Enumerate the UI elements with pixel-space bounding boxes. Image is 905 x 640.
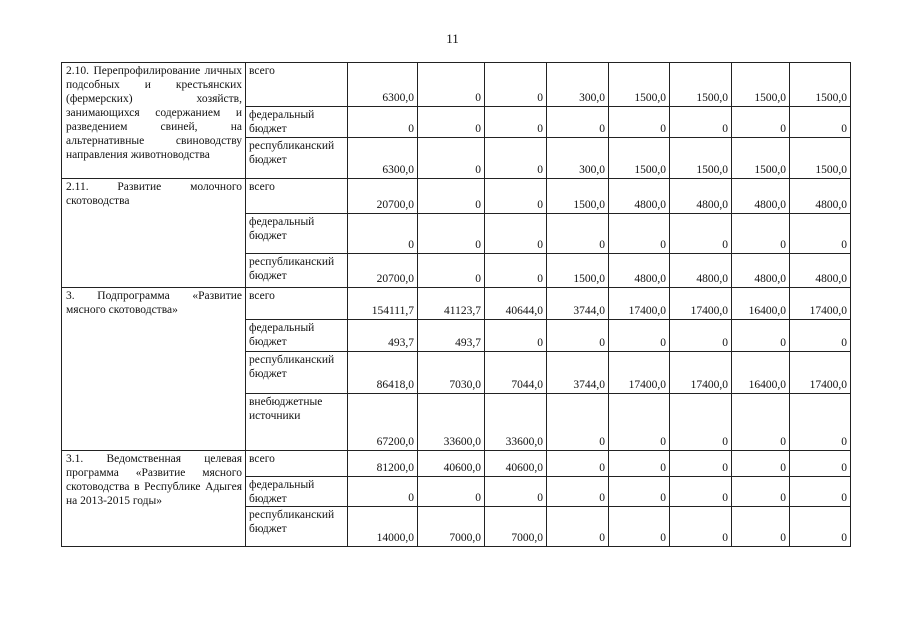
funding-source-cell: республиканский бюджет	[246, 254, 348, 288]
amount-cell: 4800,0	[609, 254, 670, 288]
amount-cell: 0	[348, 477, 418, 507]
table-row	[62, 451, 851, 477]
amount-cell: 0	[670, 507, 732, 547]
table-row	[62, 288, 851, 320]
amount-cell: 1500,0	[732, 63, 790, 107]
amount-cell: 67200,0	[348, 394, 418, 451]
amount-cell: 0	[670, 214, 732, 254]
amount-cell: 6300,0	[348, 138, 418, 179]
amount-cell: 0	[485, 254, 547, 288]
funding-source-cell: всего	[246, 63, 348, 107]
amount-cell: 6300,0	[348, 63, 418, 107]
amount-cell: 4800,0	[732, 254, 790, 288]
amount-cell: 0	[609, 320, 670, 352]
amount-cell: 0	[418, 63, 485, 107]
amount-cell: 4800,0	[732, 179, 790, 214]
amount-cell: 17400,0	[609, 288, 670, 320]
amount-cell: 4800,0	[670, 179, 732, 214]
amount-cell: 1500,0	[670, 63, 732, 107]
amount-cell: 493,7	[418, 320, 485, 352]
amount-cell: 7000,0	[418, 507, 485, 547]
amount-cell: 16400,0	[732, 352, 790, 394]
funding-source-cell: республиканский бюджет	[246, 352, 348, 394]
measure-name-cell: 3. Подпрограмма «Развитие мясного скотоводства»	[62, 288, 246, 451]
amount-cell: 1500,0	[547, 179, 609, 214]
amount-cell: 0	[609, 507, 670, 547]
measure-name-cell: 3.1. Ведомственная целевая программа «Развитие мясного скотоводства в Республике Адыгея на 2013-2015 годы»	[62, 451, 246, 547]
amount-cell: 1500,0	[790, 138, 851, 179]
amount-cell: 300,0	[547, 63, 609, 107]
amount-cell: 7044,0	[485, 352, 547, 394]
amount-cell: 0	[485, 214, 547, 254]
amount-cell: 0	[418, 477, 485, 507]
amount-cell: 0	[609, 451, 670, 477]
amount-cell: 0	[418, 179, 485, 214]
amount-cell: 0	[670, 477, 732, 507]
funding-source-cell: внебюджетные источники	[246, 394, 348, 451]
amount-cell: 300,0	[547, 138, 609, 179]
amount-cell: 1500,0	[547, 254, 609, 288]
funding-source-cell: всего	[246, 451, 348, 477]
funding-source-cell: всего	[246, 179, 348, 214]
amount-cell: 0	[418, 214, 485, 254]
budget-table	[61, 62, 851, 547]
funding-source-cell: республиканский бюджет	[246, 507, 348, 547]
funding-source-cell: федеральный бюджет	[246, 477, 348, 507]
budget-table-body	[62, 63, 851, 547]
funding-source-cell: республиканский бюджет	[246, 138, 348, 179]
amount-cell: 3744,0	[547, 288, 609, 320]
amount-cell: 0	[418, 107, 485, 138]
amount-cell: 1500,0	[609, 138, 670, 179]
amount-cell: 0	[732, 107, 790, 138]
amount-cell: 0	[790, 107, 851, 138]
amount-cell: 0	[547, 320, 609, 352]
amount-cell: 20700,0	[348, 254, 418, 288]
amount-cell: 0	[732, 214, 790, 254]
amount-cell: 20700,0	[348, 179, 418, 214]
amount-cell: 40644,0	[485, 288, 547, 320]
amount-cell: 16400,0	[732, 288, 790, 320]
amount-cell: 0	[790, 320, 851, 352]
amount-cell: 33600,0	[418, 394, 485, 451]
amount-cell: 4800,0	[790, 254, 851, 288]
amount-cell: 0	[485, 477, 547, 507]
amount-cell: 1500,0	[732, 138, 790, 179]
amount-cell: 0	[547, 107, 609, 138]
amount-cell: 0	[609, 107, 670, 138]
amount-cell: 0	[790, 507, 851, 547]
amount-cell: 0	[485, 179, 547, 214]
amount-cell: 0	[670, 394, 732, 451]
amount-cell: 3744,0	[547, 352, 609, 394]
amount-cell: 0	[485, 63, 547, 107]
amount-cell: 0	[790, 451, 851, 477]
amount-cell: 0	[670, 107, 732, 138]
amount-cell: 7030,0	[418, 352, 485, 394]
amount-cell: 0	[670, 320, 732, 352]
amount-cell: 0	[609, 394, 670, 451]
amount-cell: 0	[485, 320, 547, 352]
amount-cell: 1500,0	[670, 138, 732, 179]
amount-cell: 4800,0	[670, 254, 732, 288]
amount-cell: 0	[609, 477, 670, 507]
amount-cell: 493,7	[348, 320, 418, 352]
amount-cell: 0	[732, 451, 790, 477]
amount-cell: 154111,7	[348, 288, 418, 320]
amount-cell: 0	[732, 507, 790, 547]
amount-cell: 0	[348, 214, 418, 254]
funding-source-cell: всего	[246, 288, 348, 320]
amount-cell: 1500,0	[609, 63, 670, 107]
amount-cell: 0	[670, 451, 732, 477]
funding-source-cell: федеральный бюджет	[246, 214, 348, 254]
amount-cell: 0	[547, 451, 609, 477]
amount-cell: 40600,0	[485, 451, 547, 477]
funding-source-cell: федеральный бюджет	[246, 320, 348, 352]
amount-cell: 0	[547, 477, 609, 507]
amount-cell: 0	[485, 107, 547, 138]
table-row	[62, 179, 851, 214]
amount-cell: 0	[418, 254, 485, 288]
amount-cell: 17400,0	[670, 352, 732, 394]
amount-cell: 0	[790, 214, 851, 254]
amount-cell: 0	[418, 138, 485, 179]
amount-cell: 0	[790, 477, 851, 507]
amount-cell: 0	[732, 394, 790, 451]
table-row	[62, 63, 851, 107]
amount-cell: 4800,0	[790, 179, 851, 214]
amount-cell: 0	[609, 214, 670, 254]
funding-source-cell: федеральный бюджет	[246, 107, 348, 138]
amount-cell: 17400,0	[670, 288, 732, 320]
amount-cell: 17400,0	[790, 352, 851, 394]
amount-cell: 14000,0	[348, 507, 418, 547]
amount-cell: 0	[547, 214, 609, 254]
measure-name-cell: 2.11. Развитие молочного скотоводства	[62, 179, 246, 288]
amount-cell: 4800,0	[609, 179, 670, 214]
measure-name-cell: 2.10. Перепрофилирование личных подсобных и крестьянских (фермерских) хозяйств, занимающихся содержанием и разведением свиней, на альтернативные свиноводству направления животноводства	[62, 63, 246, 179]
amount-cell: 1500,0	[790, 63, 851, 107]
amount-cell: 0	[790, 394, 851, 451]
amount-cell: 7000,0	[485, 507, 547, 547]
amount-cell: 0	[348, 107, 418, 138]
amount-cell: 0	[547, 507, 609, 547]
amount-cell: 17400,0	[609, 352, 670, 394]
amount-cell: 41123,7	[418, 288, 485, 320]
page-number: 11	[446, 31, 459, 46]
amount-cell: 81200,0	[348, 451, 418, 477]
amount-cell: 86418,0	[348, 352, 418, 394]
amount-cell: 0	[732, 320, 790, 352]
amount-cell: 17400,0	[790, 288, 851, 320]
amount-cell: 40600,0	[418, 451, 485, 477]
amount-cell: 0	[485, 138, 547, 179]
amount-cell: 33600,0	[485, 394, 547, 451]
amount-cell: 0	[547, 394, 609, 451]
amount-cell: 0	[732, 477, 790, 507]
